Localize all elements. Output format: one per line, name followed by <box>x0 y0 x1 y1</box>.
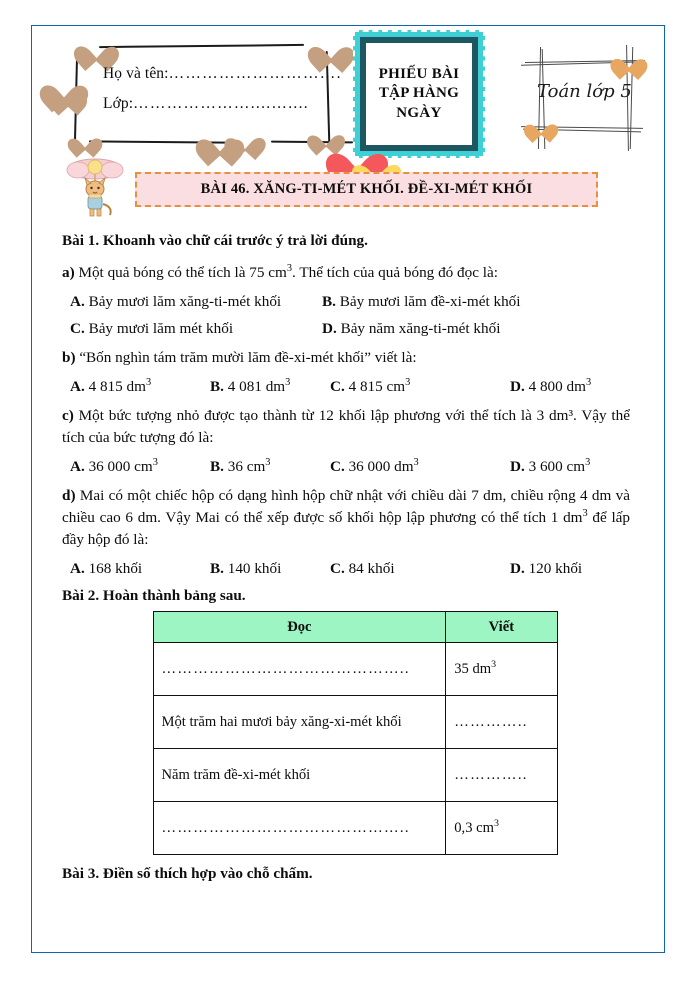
table-header-viet: Viết <box>446 612 557 643</box>
option-key: A. <box>70 293 85 311</box>
subject-badge-label: Toán lớp 5 <box>537 81 632 102</box>
bai1-c-option-C[interactable] <box>330 458 510 476</box>
bai2-title: Bài 2. Hoàn thành bảng sau. <box>62 587 246 605</box>
option-key: D. <box>510 458 525 476</box>
bai1-a-stem-sup: 3 <box>286 262 292 274</box>
namebox-top-line <box>99 44 304 48</box>
bai1-d-stem-post: để lấp đầy hộp đó là: <box>62 509 631 549</box>
lesson-banner-wrap <box>62 160 622 218</box>
cell-value: 35 dm <box>454 660 492 677</box>
bai1-b-option-D[interactable] <box>510 378 591 396</box>
worksheet-content <box>62 232 630 883</box>
option-key: C. <box>330 458 345 476</box>
bai2-table <box>153 611 558 855</box>
option-text: 120 khối <box>524 560 583 578</box>
bai1-d-options <box>62 560 630 578</box>
option-key: C. <box>70 320 85 338</box>
table-row <box>153 802 557 855</box>
option-sup: 3 <box>413 457 419 469</box>
table-cell-doc[interactable]: ……………………………………….. <box>153 802 446 855</box>
cell-value: ………….. <box>454 766 528 783</box>
option-key: C. <box>330 378 345 396</box>
option-key: A. <box>70 560 85 578</box>
option-sup: 3 <box>145 377 152 388</box>
bai1-c-label: c) <box>62 407 74 425</box>
table-cell-viet[interactable] <box>446 643 557 696</box>
bai1-d-option-A[interactable] <box>70 560 210 578</box>
bai1-a-stem <box>62 262 630 284</box>
cat-mascot-icon <box>62 156 128 218</box>
bai1-d-option-D[interactable] <box>510 560 582 578</box>
option-sup: 3 <box>285 377 291 388</box>
bai1-b-option-B[interactable] <box>210 378 330 396</box>
student-name-label: Họ và tên: <box>103 65 169 82</box>
option-key: D. <box>510 378 525 396</box>
option-text: 36 000 cm <box>84 458 153 476</box>
worksheet-header <box>31 25 665 175</box>
option-key: B. <box>210 458 224 476</box>
bai1-c-options <box>62 458 630 476</box>
bai1-a-option-A[interactable] <box>70 293 322 311</box>
option-sup: 3 <box>152 457 158 469</box>
table-row <box>153 749 557 802</box>
option-text: 4 081 dm <box>223 378 286 396</box>
bai1-a-options-row2 <box>62 320 630 338</box>
table-cell-viet[interactable] <box>446 749 557 802</box>
bai1-d-stem-sup: 3 <box>582 508 588 520</box>
option-sup: 3 <box>585 457 591 469</box>
option-key: C. <box>330 560 345 578</box>
table-cell-viet[interactable] <box>446 802 557 855</box>
bai1-c-option-A[interactable] <box>70 458 210 476</box>
bai1-c-option-B[interactable] <box>210 458 330 476</box>
cell-value: ………….. <box>454 713 528 730</box>
bai3-title: Bài 3. Điền số thích hợp vào chỗ chấm. <box>62 865 313 883</box>
option-text: 140 khối <box>223 560 282 578</box>
bai1-d-stem-pre: Mai có một chiếc hộp có dạng hình hộp chữ nhật với chiều dài 7 dm, chiều rộng 4 dm và chiều cao 6 dm. Vậy Mai có thể xếp được số khối hộp lập phương có thể tích 1 dm <box>62 487 630 527</box>
option-text: 36 cm <box>223 458 266 476</box>
bai1-d-stem <box>62 485 630 551</box>
student-info-box <box>59 37 351 152</box>
bai1-c-stem-text: Một bức tượng nhỏ được tạo thành từ 12 khối lập phương với thể tích là 3 dm³. Vậy thể tích của bức tượng đó là: <box>62 407 630 447</box>
table-cell-doc[interactable]: Một trăm hai mươi bảy xăng-xi-mét khối <box>153 696 446 749</box>
student-class-dots: …………………....….... <box>133 95 309 112</box>
bai1-b-stem-text: “Bốn nghìn tám trăm mười lăm đề-xi-mét khối” viết là: <box>75 349 417 367</box>
title-line-2: TẬP HÀNG <box>378 85 460 102</box>
heart-icon <box>231 129 259 153</box>
option-text: 84 khối <box>344 560 395 578</box>
cell-sup: 3 <box>491 658 497 670</box>
bai1-c-stem <box>62 405 630 449</box>
option-key: A. <box>70 378 85 396</box>
option-text: Bảy mươi lăm đề-xi-mét khối <box>335 293 521 311</box>
bai1-d-label: d) <box>62 487 76 505</box>
heart-icon <box>81 37 111 63</box>
bai1-b-options <box>62 378 630 396</box>
heart-icon <box>616 51 642 73</box>
table-row <box>153 643 557 696</box>
student-name-field[interactable] <box>103 65 342 83</box>
student-class-label: Lớp: <box>103 95 134 112</box>
bai1-a-stem-pre: Một quả bóng có thể tích là 75 cm <box>74 264 287 281</box>
heart-icon <box>529 117 553 137</box>
option-text: 168 khối <box>84 560 143 578</box>
option-key: B. <box>322 293 336 311</box>
bai1-b-option-C[interactable] <box>330 378 510 396</box>
bai1-a-options-row1 <box>62 293 630 311</box>
bai1-d-option-B[interactable] <box>210 560 330 578</box>
option-text: 36 000 dm <box>344 458 414 476</box>
option-text: Bảy mươi lăm xăng-ti-mét khối <box>84 293 282 311</box>
lesson-banner <box>135 172 598 207</box>
bai1-a-option-B[interactable] <box>322 293 521 311</box>
option-text: Bảy năm xăng-ti-mét khối <box>336 320 501 338</box>
option-text: 4 815 cm <box>344 378 406 396</box>
bai2-table-wrap <box>62 611 630 855</box>
heart-icon <box>73 131 97 151</box>
option-sup: 3 <box>405 377 411 388</box>
title-line-3: NGÀY <box>396 104 442 121</box>
lesson-banner-text: BÀI 46. XĂNG-TI-MÉT KHỐI. ĐỀ-XI-MÉT KHỐI <box>200 181 533 197</box>
option-text: 4 800 dm <box>524 378 586 396</box>
heart-icon <box>55 87 81 109</box>
bai1-a-label: a) <box>62 264 75 281</box>
option-key: B. <box>210 560 224 578</box>
bai1-b-option-A[interactable] <box>70 378 210 396</box>
table-header-doc: Đọc <box>153 612 446 643</box>
bai1-b-label: b) <box>62 349 76 367</box>
option-text: 4 815 dm <box>84 378 146 396</box>
option-text: 3 600 cm <box>524 458 586 476</box>
subject-badge-box <box>513 35 658 155</box>
bai1-b-stem <box>62 347 630 369</box>
option-sup: 3 <box>585 377 592 388</box>
worksheet-title <box>379 65 460 123</box>
table-row <box>153 696 557 749</box>
option-text: Bảy mươi lăm mét khối <box>84 320 234 338</box>
heart-icon <box>315 37 347 64</box>
cell-value: 0,3 cm <box>454 819 494 836</box>
bai1-c-option-D[interactable] <box>510 458 590 476</box>
bai1-title: Bài 1. Khoanh vào chữ cái trước ý trả lời đúng. <box>62 232 368 249</box>
bai1-a-option-D[interactable] <box>322 320 500 338</box>
option-sup: 3 <box>265 457 271 469</box>
option-key: D. <box>322 320 337 338</box>
title-line-1: PHIẾU BÀI <box>378 66 460 83</box>
bai1-a-stem-post: . Thể tích của quả bóng đó đọc là: <box>292 264 498 281</box>
student-class-field[interactable] <box>103 95 309 113</box>
table-cell-doc[interactable]: ……………………………………….. <box>153 643 446 696</box>
table-cell-doc[interactable]: Năm trăm đề-xi-mét khối <box>153 749 446 802</box>
option-key: D. <box>510 560 525 578</box>
option-key: A. <box>70 458 85 476</box>
table-header-row <box>153 612 557 643</box>
bai1-d-option-C[interactable] <box>330 560 510 578</box>
table-cell-viet[interactable] <box>446 696 557 749</box>
title-box-content <box>366 43 472 145</box>
student-name-dots: …………………………. <box>168 65 342 82</box>
option-key: B. <box>210 378 224 396</box>
bai1-a-option-C[interactable] <box>70 320 322 338</box>
worksheet-title-box <box>353 30 485 158</box>
cell-sup: 3 <box>493 817 499 829</box>
